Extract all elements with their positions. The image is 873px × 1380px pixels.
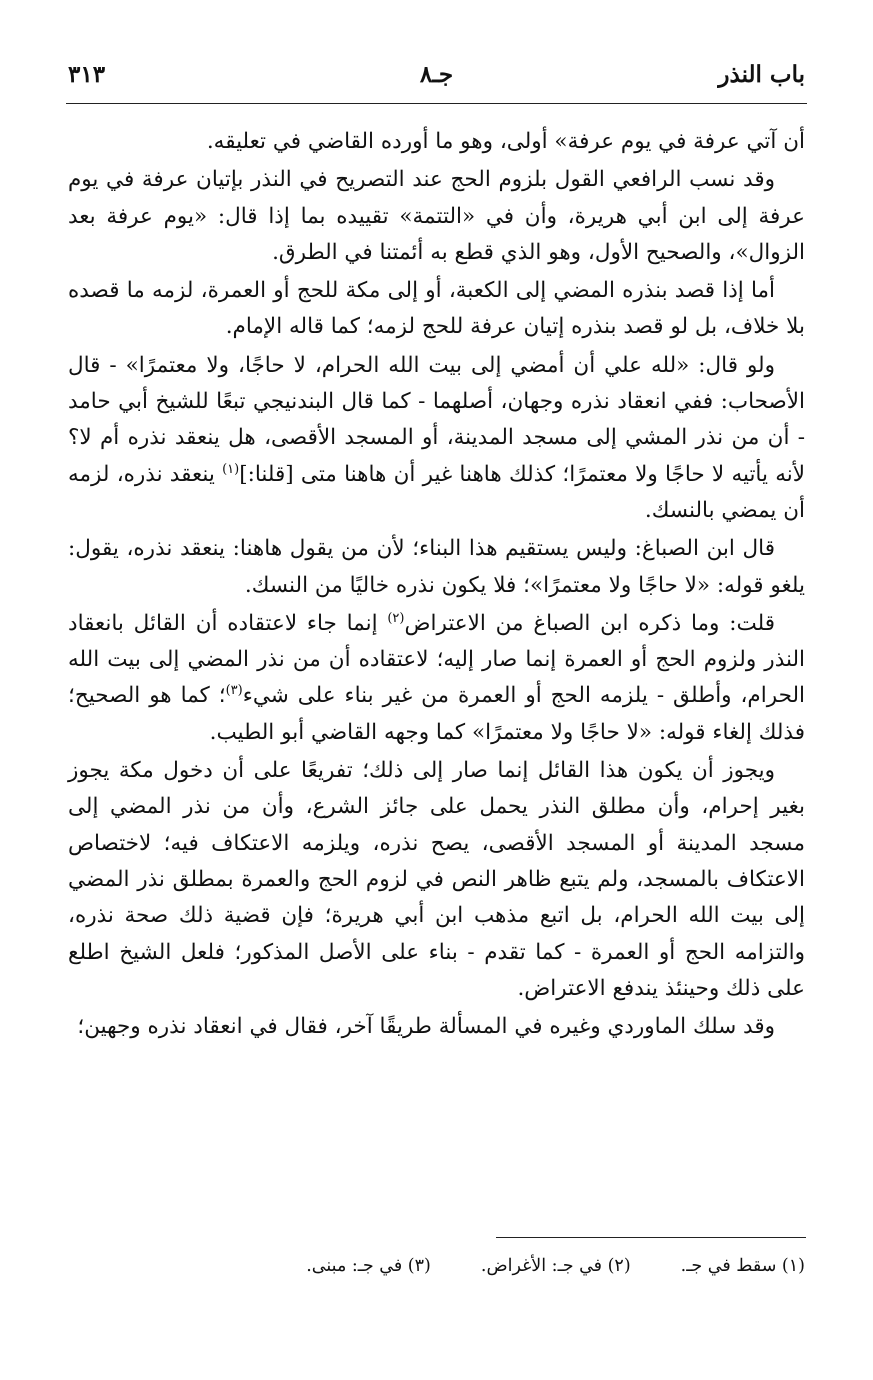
paragraph-text: قلت: وما ذكره ابن الصباغ من الاعتراض [404, 610, 775, 636]
paragraph-text: وقد نسب الرافعي القول بلزوم الحج عند التصريح في النذر بإتيان عرفة في يوم عرفة إلى ابن أبي هريرة، وأن في «التتمة» تقييده بما إذا قال: «يوم عرفة بعد الزوال»، والصحيح الأول، وهو الذي قطع به أئمتنا في الطرق. [68, 167, 805, 265]
footnote: (١) سقط في جـ. [680, 1256, 805, 1276]
paragraph-text: أما إذا قصد بنذره المضي إلى الكعبة، أو إلى مكة للحج أو العمرة، لزمه ما قصده بلا خلاف، بل لو قصد بنذره إتيان عرفة للحج لزمه؛ كما قاله الإمام. [68, 278, 805, 340]
paragraph [68, 606, 805, 751]
paragraph-text: ؛ كما هو الصحيح؛ فذلك إلغاء قوله: «لا حاجًا ولا معتمرًا» كما وجهه القاضي أبو الطيب. [68, 683, 805, 745]
header-rule [66, 103, 807, 104]
footnotes [256, 1252, 805, 1280]
volume-label: جـ٨ [419, 61, 454, 88]
page-number: ٣١٣ [68, 61, 106, 88]
paragraph-text: ويجوز أن يكون هذا القائل إنما صار إلى ذلك؛ تفريعًا على أن دخول مكة يجوز بغير إحرام، وأن مطلق النذر يحمل على جائز الشرع، وأن من نذر المضي إلى مسجد المدينة أو المسجد الأقصى، يصح نذره، ويلزمه الاعتكاف فيه؛ لاختصاص الاعتكاف بالمسجد، ولم يتبع ظاهر النص في لزوم الحج والعمرة بمطلق نذر المضي إلى بيت الله الحرام، بل اتبع مذهب ابن أبي هريرة؛ فإن قضية ذلك صحة نذره، والتزامه الحج أو العمرة - كما تقدم - بناء على الأصل المذكور؛ فلعل الشيخ اطلع على ذلك وحينئذ يندفع الاعتراض. [68, 758, 805, 1001]
footnote-rule [496, 1237, 806, 1238]
paragraph [68, 753, 805, 1007]
paragraph-text: وقد سلك الماوردي وغيره في المسألة طريقًا آخر، فقال في انعقاد نذره وجهين؛ [77, 1014, 775, 1040]
footnote-marker: (٣) [225, 683, 243, 699]
paragraph [68, 162, 805, 271]
paragraph-text: قال ابن الصباغ: وليس يستقيم هذا البناء؛ لأن من يقول هاهنا: ينعقد نذره، يقول: يلغو قوله: «لا حاجًا ولا معتمرًا»؛ فلا يكون نذره خاليًا من النسك. [68, 536, 805, 598]
footnote-marker: (٢) [387, 610, 405, 626]
paragraph [68, 273, 805, 346]
paragraph-text: أن آتي عرفة في يوم عرفة» أولى، وهو ما أورده القاضي في تعليقه. [206, 129, 805, 154]
paragraph-text: إنما جاء لاعتقاده أن القائل بانعقاد النذر ولزوم الحج أو العمرة إنما صار إليه؛ لاعتقاده أن من نذر المضي إلى بيت الله الحرام، وأطلق - يلزمه الحج أو العمرة من غير بناء على شيء [68, 610, 805, 709]
running-header [68, 55, 805, 95]
footnote: (٢) في جـ: الأغراض. [480, 1256, 631, 1276]
chapter-title: باب النذر [718, 61, 805, 88]
main-text [68, 124, 805, 1047]
paragraph [68, 124, 805, 160]
paragraph [68, 531, 805, 604]
paragraph-text: ينعقد نذره، لزمه أن يمضي بالنسك. [68, 461, 805, 523]
paragraph [68, 1009, 805, 1045]
paragraph-text: ولو قال: «لله علي أن أمضي إلى بيت الله الحرام، لا حاجًا، ولا معتمرًا» - قال الأصحاب: ففي انعقاد نذره وجهان، أصلهما - كما قال البندنيجي تبعًا للشيخ أبي حامد - أن من نذر المشي إلى مسجد المدينة، أو المسجد الأقصى، هل ينعقد نذره أم لا؟ لأنه يأتيه لا حاجًا ولا معتمرًا؛ كذلك هاهنا غير أن هاهنا متى [قلنا:] [68, 352, 805, 487]
paragraph [68, 348, 805, 529]
footnote-marker: (١) [222, 461, 240, 477]
footnote: (٣) في جـ: مبنى. [306, 1256, 431, 1276]
